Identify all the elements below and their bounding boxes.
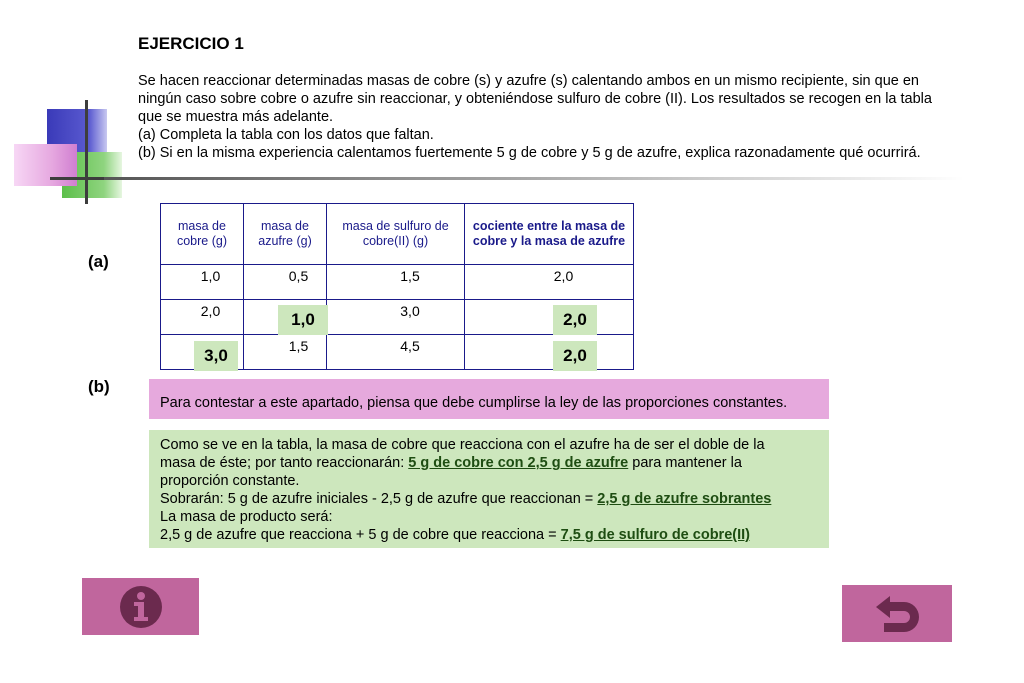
cell-azufre: 1,5 (244, 335, 327, 370)
header-masa-azufre: masa de azufre (g) (244, 204, 327, 265)
cell-sulfuro: 1,5 (327, 265, 465, 300)
statement-question-a: (a) Completa la tabla con los datos que faltan. (138, 127, 434, 143)
header-masa-sulfuro: masa de sulfuro de cobre(II) (g) (327, 204, 465, 265)
exercise-statement (138, 72, 998, 162)
cell-sulfuro: 3,0 (327, 300, 465, 335)
solution-text: 2,5 g de azufre que reacciona + 5 g de cobre que reacciona = (160, 527, 561, 543)
solution-line (160, 526, 829, 544)
solution-highlight: 5 g de cobre con 2,5 g de azufre (408, 455, 629, 471)
decor-vertical-line (85, 100, 88, 204)
header-divider (104, 177, 964, 180)
solution-text: para mantener la (628, 455, 742, 471)
solution-line (160, 454, 829, 472)
solution-highlight: 2,5 g de azufre sobrantes (597, 491, 772, 507)
part-a-label: (a) (88, 252, 109, 271)
solution-line (160, 490, 829, 508)
solution-line: Como se ve en la tabla, la masa de cobre que reacciona con el azufre ha de ser el doble de la (160, 437, 765, 453)
solution-highlight: 7,5 g de sulfuro de cobre(II) (560, 527, 750, 543)
solution-box (149, 430, 829, 548)
cell-sulfuro: 4,5 (327, 335, 465, 370)
answer-cociente-row3: 2,0 (553, 341, 597, 371)
return-arrow-icon (874, 594, 920, 634)
cell-cobre: 1,0 (161, 265, 244, 300)
header-masa-cobre: masa de cobre (g) (161, 204, 244, 265)
hint-box: Para contestar a este apartado, piensa que debe cumplirse la ley de las proporciones constantes. (149, 379, 829, 419)
solution-text: Sobrarán: 5 g de azufre iniciales - 2,5 g de azufre que reaccionan = (160, 491, 598, 507)
solution-line: La masa de producto será: (160, 509, 333, 525)
info-icon (119, 585, 163, 629)
solution-line: proporción constante. (160, 473, 300, 489)
back-button[interactable] (842, 585, 952, 642)
statement-line: Se hacen reaccionar determinadas masas de cobre (s) y azufre (s) calentando ambos en un mismo recipiente, sin que en (138, 73, 919, 89)
table-row (161, 265, 634, 300)
part-b-label: (b) (88, 377, 110, 396)
cell-cociente: 2,0 (465, 265, 634, 300)
header-cociente (465, 204, 634, 265)
cell-cociente (465, 300, 634, 335)
table-header-row (161, 204, 634, 265)
info-button[interactable] (82, 578, 199, 635)
exercise-title: EJERCICIO 1 (138, 34, 244, 53)
cell-cobre: 2,0 (161, 300, 244, 335)
answer-cociente-row2: 2,0 (553, 305, 597, 335)
header-cociente-text: cociente entre la masa de cobre y la masa de azufre (472, 219, 626, 248)
statement-question-b: (b) Si en la misma experiencia calentamos fuertemente 5 g de cobre y 5 g de azufre, explica razonadamente qué ocurrirá. (138, 145, 921, 161)
statement-line: ningún caso sobre cobre o azufre sin reaccionar, y obteniéndose sulfuro de cobre (II). Los resultados se recogen en la tabla (138, 91, 932, 107)
cell-azufre: 0,5 (244, 265, 327, 300)
answer-azufre-row2: 1,0 (278, 305, 328, 335)
answer-cobre-row3: 3,0 (194, 341, 238, 371)
cell-cociente (465, 335, 634, 370)
solution-text: masa de éste; por tanto reaccionarán: (160, 455, 409, 471)
statement-line: que se muestra más adelante. (138, 109, 334, 125)
